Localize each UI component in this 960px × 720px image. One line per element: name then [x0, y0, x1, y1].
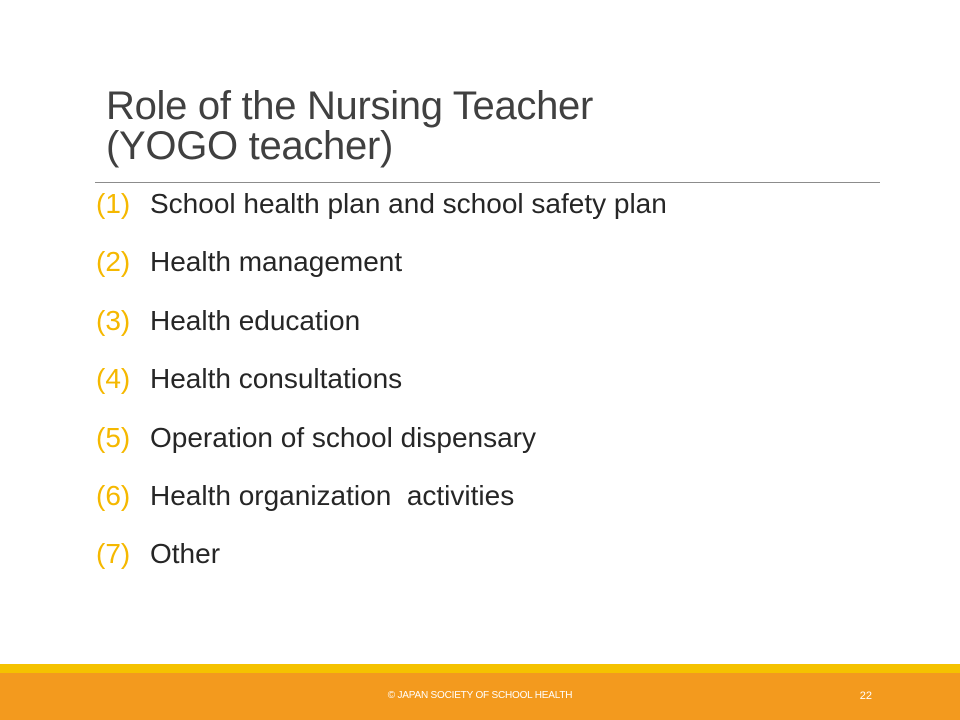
list-item-number: (2)	[96, 246, 131, 278]
footer-accent-band	[0, 664, 960, 673]
footer-copyright: © JAPAN SOCIETY OF SCHOOL HEALTH	[387, 690, 573, 701]
list-item-number: (6)	[96, 479, 131, 511]
list-item-text: School health plan and school safety plan	[150, 188, 667, 219]
list-item	[96, 185, 667, 243]
list-item-text: Other	[150, 538, 221, 570]
list-item-number: (3)	[96, 304, 131, 336]
list-item	[96, 535, 667, 593]
list-item-text: Operation of school dispensary	[150, 421, 536, 453]
role-list	[96, 185, 667, 594]
page-number: 22	[859, 690, 872, 702]
list-item-number: (5)	[96, 421, 131, 453]
list-item-number: (1)	[96, 188, 131, 219]
slide-title-line-1: Role of the Nursing Teacher	[106, 84, 593, 128]
slide-title-line-2: (YOGO teacher)	[106, 124, 393, 168]
list-item-text: Health organization activities	[150, 479, 515, 511]
list-item-number: (4)	[96, 363, 131, 395]
list-item-text: Health management	[150, 246, 403, 278]
title-divider	[95, 182, 880, 183]
list-item	[96, 419, 667, 477]
list-item	[96, 302, 667, 360]
list-item	[96, 477, 667, 535]
list-item-text: Health consultations	[150, 363, 403, 395]
list-item-number: (7)	[96, 538, 131, 570]
list-item-text: Health education	[150, 304, 361, 336]
slide-title	[106, 86, 866, 166]
list-item	[96, 243, 667, 301]
list-item	[96, 360, 667, 418]
